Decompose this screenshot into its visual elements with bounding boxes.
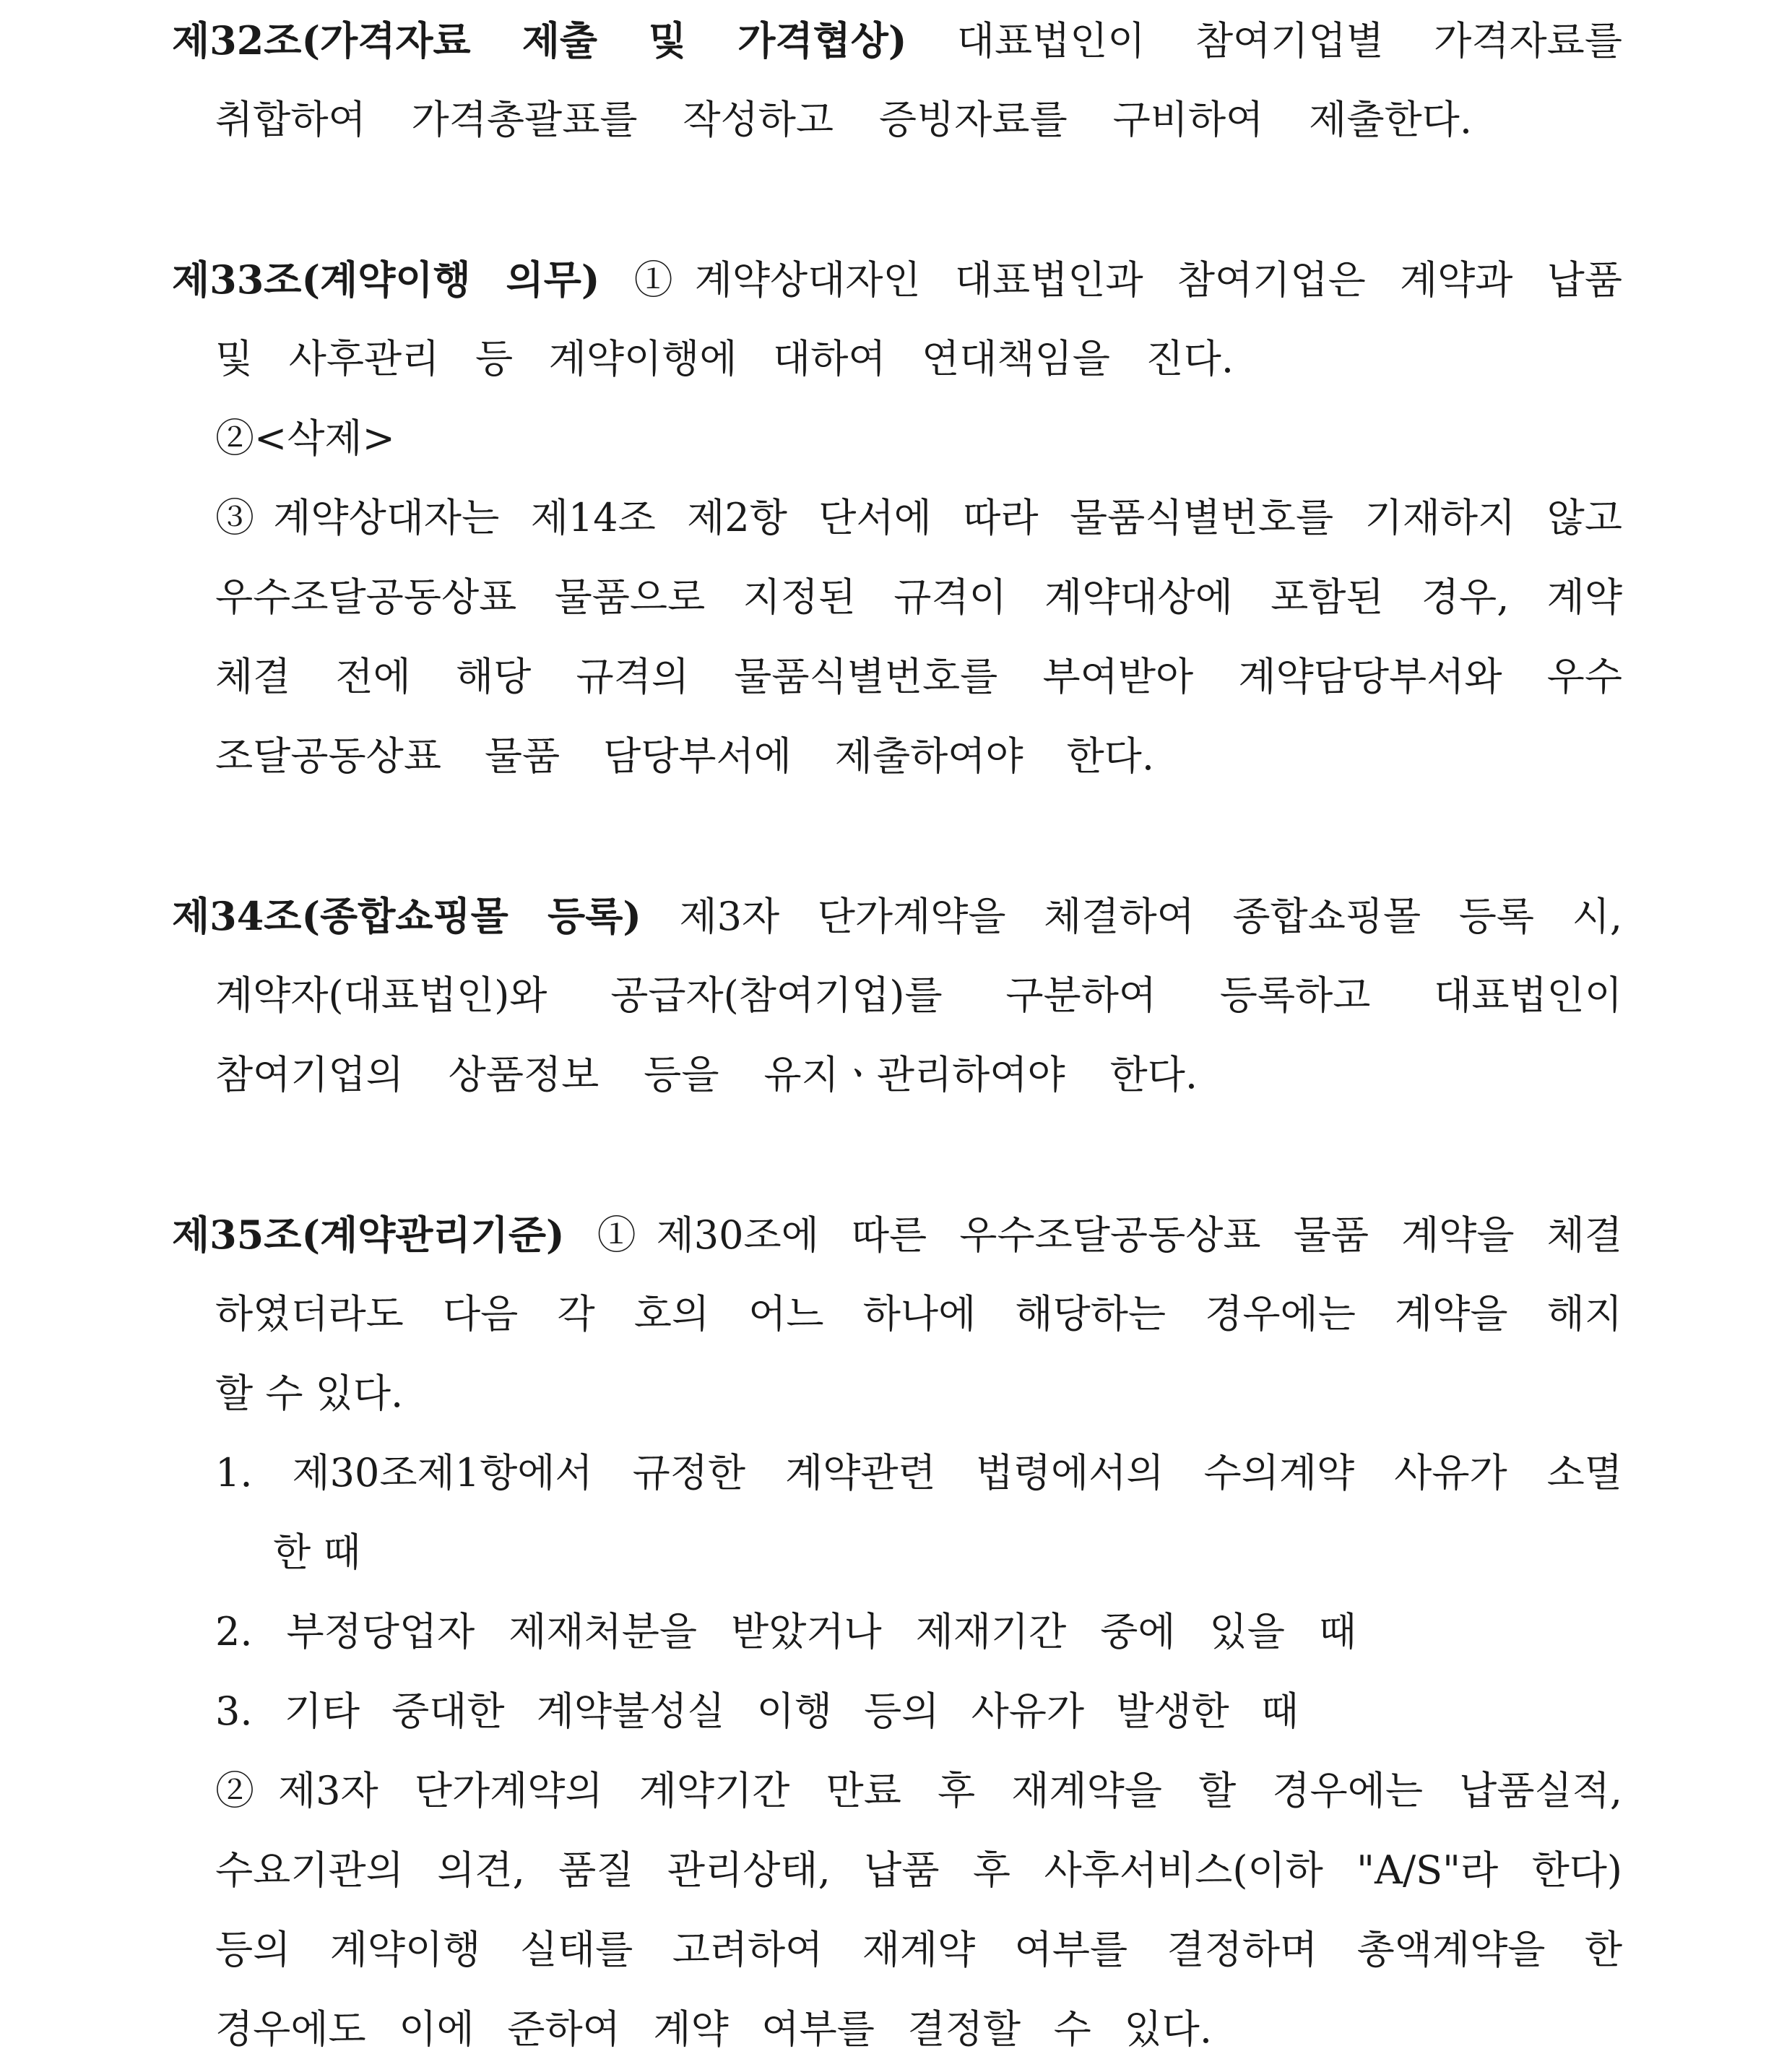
article-33-line-3: ③계약상대자는 제14조 제2항 단서에 따라 물품식별번호를 기재하지 않고 bbox=[215, 495, 1622, 540]
article-34-heading: 제34조(종합쇼핑몰 등록) bbox=[172, 893, 641, 939]
article-32-line-0: 대표법인이 참여기업별 가격자료를 bbox=[906, 18, 1622, 64]
article-33-line-6: 조달공동상표 물품 담당부서에 제출하여야 한다. bbox=[215, 733, 1154, 779]
article-33-line-4: 우수조달공동상표 물품으로 지정된 규격이 계약대상에 포함된 경우, 계약 bbox=[215, 574, 1622, 620]
article-35-line-10: 경우에도 이에 준하여 계약 여부를 결정할 수 있다. bbox=[215, 2006, 1212, 2052]
article-33-line-2: ②<삭제> bbox=[215, 415, 395, 461]
article-35-line-8: 수요기관의 의견, 품질 관리상태, 납품 후 사후서비스(이하 "A/S"라 한다) bbox=[215, 1847, 1622, 1893]
article-34-line-1: 계약자(대표법인)와 공급자(참여기업)를 구분하여 등록하고 대표법인이 bbox=[215, 972, 1622, 1018]
article-32-first-line bbox=[172, 15, 1622, 66]
article-33-line-0: ①계약상대자인 대표법인과 참여기업은 계약과 납품 bbox=[600, 257, 1622, 303]
article-35-line-0: ①제30조에 따른 우수조달공동상표 물품 계약을 체결 bbox=[564, 1212, 1622, 1258]
article-35-item-1-line-1: 한 때 bbox=[273, 1529, 361, 1575]
article-35-item-2: 2. 부정당업자 제재처분을 받았거나 제재기간 중에 있을 때 bbox=[215, 1609, 1356, 1654]
article-35-item-1-line-0: 1. 제30조제1항에서 규정한 계약관련 법령에서의 수의계약 사유가 소멸 bbox=[215, 1450, 1622, 1496]
article-32-heading: 제32조(가격자료 제출 및 가격협상) bbox=[172, 17, 907, 64]
article-32-line-1: 취합하여 가격총괄표를 작성하고 증빙자료를 구비하여 제출한다. bbox=[215, 97, 1472, 142]
article-35-item-3: 3. 기타 중대한 계약불성실 이행 등의 사유가 발생한 때 bbox=[215, 1688, 1299, 1734]
article-34-line-0: 제3자 단가계약을 체결하여 종합쇼핑몰 등록 시, bbox=[641, 894, 1622, 939]
article-33-heading: 제33조(계약이행 의무) bbox=[172, 256, 600, 303]
article-35-line-1: 하였더라도 다음 각 호의 어느 하나에 해당하는 경우에는 계약을 해지 bbox=[215, 1291, 1622, 1337]
article-35-line-9: 등의 계약이행 실태를 고려하여 재계약 여부를 결정하며 총액계약을 한 bbox=[215, 1927, 1622, 1972]
article-33-line-1: 및 사후관리 등 계약이행에 대하여 연대책임을 진다. bbox=[215, 336, 1234, 381]
article-35-first-line bbox=[172, 1209, 1622, 1260]
article-34-first-line bbox=[172, 891, 1622, 941]
article-35-heading: 제35조(계약관리기준) bbox=[172, 1212, 565, 1258]
article-35-line-7: ②제3자 단가계약의 계약기간 만료 후 재계약을 할 경우에는 납품실적, bbox=[215, 1768, 1622, 1813]
article-33-line-5: 체결 전에 해당 규격의 물품식별번호를 부여받아 계약담당부서와 우수 bbox=[215, 654, 1622, 699]
article-34-line-2: 참여기업의 상품정보 등을 유지ㆍ관리하여야 한다. bbox=[215, 1052, 1198, 1097]
article-33-first-line bbox=[172, 254, 1622, 305]
article-35-line-2: 할 수 있다. bbox=[215, 1371, 404, 1416]
